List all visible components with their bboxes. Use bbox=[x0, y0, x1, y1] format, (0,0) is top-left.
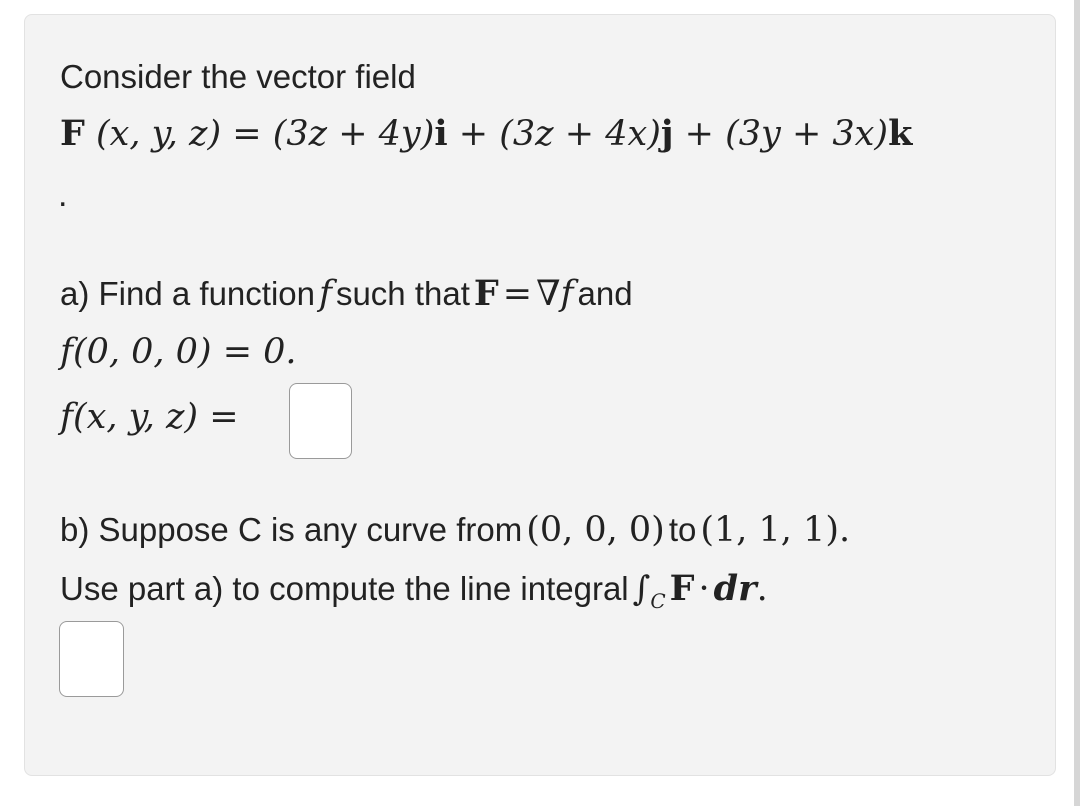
field-args: (x, y, z) bbox=[96, 114, 222, 154]
end-point: (1, 1, 1). bbox=[700, 510, 851, 550]
vector-field-equation bbox=[60, 113, 912, 154]
part-b-line2 bbox=[60, 568, 768, 613]
integral-icon: ∫ bbox=[632, 569, 651, 609]
part-b-line2-text: Use part a) to compute the line integral bbox=[60, 570, 629, 607]
intro-text: Consider the vector field bbox=[60, 58, 416, 95]
scrollbar[interactable] bbox=[1074, 0, 1080, 806]
part-a-prompt bbox=[60, 273, 633, 314]
part-b-prompt bbox=[60, 510, 850, 550]
answer-a-label: f(x, y, z) = bbox=[60, 397, 239, 437]
j-component: (3z + 4x) bbox=[499, 114, 661, 154]
field-symbol: F bbox=[60, 113, 85, 154]
equals-sign-a: = bbox=[502, 274, 533, 314]
answer-b-input[interactable] bbox=[59, 621, 124, 697]
function-symbol-grad: f bbox=[560, 274, 574, 314]
integral-subscript: C bbox=[650, 589, 666, 613]
plus-sign: + bbox=[458, 114, 500, 154]
i-component: (3z + 4y) bbox=[272, 114, 435, 154]
j-unit: j bbox=[660, 113, 674, 154]
end-period: . bbox=[756, 569, 768, 609]
initial-condition: f(0, 0, 0) = 0. bbox=[60, 332, 297, 372]
integrand-field: F bbox=[669, 568, 695, 609]
plus-sign: + bbox=[684, 114, 726, 154]
answer-a-input[interactable] bbox=[289, 383, 352, 459]
field-symbol-a: F bbox=[473, 273, 499, 314]
integrand-dr: dr bbox=[713, 568, 757, 609]
start-point: (0, 0, 0) bbox=[526, 510, 665, 550]
part-b-to: to bbox=[668, 511, 697, 548]
gradient-symbol: ∇ bbox=[536, 274, 561, 314]
k-component: (3y + 3x) bbox=[725, 114, 889, 154]
part-b-text: b) Suppose C is any curve from bbox=[60, 511, 523, 548]
i-unit: i bbox=[434, 113, 448, 154]
equals-sign: = bbox=[232, 114, 273, 154]
trailing-period: . bbox=[58, 176, 68, 214]
k-unit: k bbox=[888, 113, 913, 154]
function-symbol: f bbox=[318, 274, 332, 314]
part-a-and: and bbox=[577, 275, 633, 312]
part-a-text: a) Find a function bbox=[60, 275, 315, 312]
dot-operator: · bbox=[698, 569, 710, 609]
part-a-such-that: such that bbox=[335, 275, 470, 312]
